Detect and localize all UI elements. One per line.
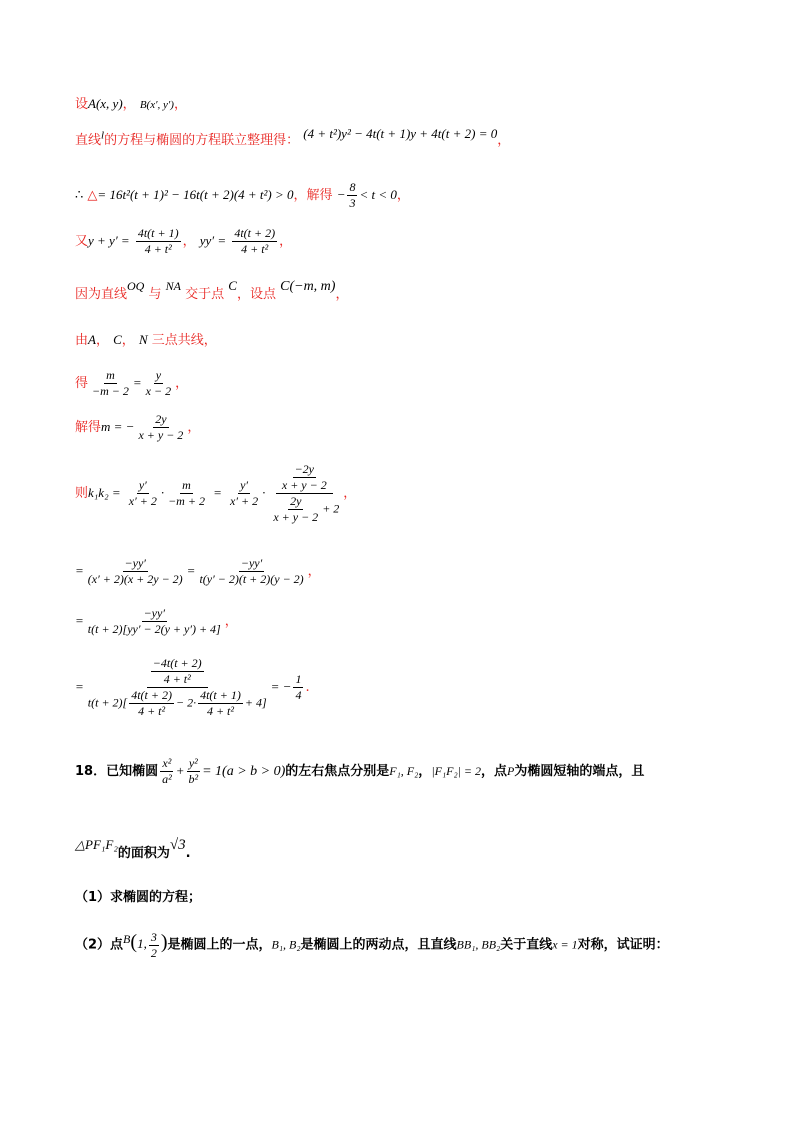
question-18-part-2 (75, 930, 669, 961)
fraction (127, 478, 159, 509)
text: 与 (148, 287, 162, 302)
text: ， (335, 287, 349, 302)
math-a: A (88, 332, 96, 347)
text: 因为直线 (75, 287, 128, 302)
therefore-symbol: ∴ (75, 187, 84, 202)
text: ， (173, 97, 187, 112)
math-point-c: C (228, 278, 237, 293)
text: 的方程与椭圆的方程联立整理得： (104, 133, 300, 148)
math-k1k2: k₁k₂ = (88, 485, 121, 500)
fraction (151, 656, 204, 687)
denominator: a² (162, 772, 172, 786)
denominator: 4 + t² (144, 242, 172, 256)
denominator: 4 + t² (163, 672, 191, 686)
math-bb1-bb2: BB₁, BB₂ (456, 937, 501, 952)
numerator: 2y (155, 412, 167, 426)
numerator: −4t(t + 2) (152, 656, 202, 670)
math-quadratic-equation: (4 + t²)y² − 4t(t + 1)y + 4t(t + 2) = 0 (303, 126, 498, 141)
compound-numerator (147, 656, 208, 688)
denominator: 3 (349, 196, 356, 210)
text: ， (343, 486, 357, 501)
denominator: x − 2 (145, 384, 172, 398)
solution-line-12 (75, 656, 310, 719)
text: . (305, 680, 310, 695)
text: 又 (75, 234, 89, 249)
numerator: −2y (294, 462, 315, 476)
solution-line-9 (75, 462, 356, 525)
fraction (197, 556, 305, 587)
text: 的面积为 (117, 846, 170, 861)
solution-line-10 (75, 556, 321, 587)
text: ， (122, 97, 136, 112)
fraction (149, 930, 159, 961)
question-18-part-1 (75, 890, 201, 906)
text: ，解得 (293, 188, 333, 203)
fraction (232, 226, 277, 257)
math-text: t(t + 2)[ (87, 695, 128, 710)
text: 为椭圆短轴的端点，且 (514, 764, 645, 779)
fraction (198, 688, 243, 719)
solution-line-7 (75, 368, 188, 399)
text: 解得 (75, 420, 102, 435)
math-c: C (113, 332, 122, 347)
denominator: x + y − 2 (138, 428, 184, 442)
numerator: m (106, 368, 115, 382)
solution-line-11 (75, 606, 238, 637)
solution-line-8 (75, 412, 200, 443)
denominator: t(y′ − 2)(t + 2)(y − 2) (199, 572, 304, 586)
text: ， (187, 420, 201, 435)
fraction (160, 756, 174, 787)
numerator: x² (162, 756, 172, 770)
compound-fraction (267, 462, 341, 525)
denominator: 4 (295, 688, 302, 702)
text: 三点共线， (151, 333, 217, 348)
numerator: m (182, 478, 191, 492)
math-p: P (507, 764, 515, 778)
text: 对称，试证明： (577, 937, 669, 953)
math-discriminant: = 16t²(t + 1)² − 16t(t + 2)(4 + t²) > 0 (97, 187, 294, 202)
math-equals: = (213, 485, 222, 500)
numerator: 4t(t + 1) (137, 226, 179, 240)
text: （2）点 (75, 937, 124, 953)
math-ellipse-condition: = 1(a > b > 0) (202, 764, 286, 779)
denominator: (x′ + 2)(x + 2y − 2) (87, 572, 183, 586)
math-point-c-coord: C(−m, m) (280, 279, 336, 294)
math-equals: = (75, 613, 84, 628)
math-b1-b2: B₁, B₂ (271, 937, 301, 952)
solution-line-1 (75, 96, 187, 113)
text: 由 (75, 333, 89, 348)
question-number-text: 18．已知椭圆 (75, 764, 159, 779)
numerator: 3 (150, 930, 157, 944)
text: 得 (75, 376, 89, 391)
numerator: y² (188, 756, 198, 770)
part-1-text: （1）求椭圆的方程； (75, 890, 202, 905)
fraction (228, 478, 260, 509)
math-sum: y + y′ = (88, 233, 130, 248)
text: ， (224, 614, 238, 629)
text: 交于点 (185, 287, 225, 302)
denominator: −m − 2 (92, 384, 129, 398)
text: ， (95, 333, 109, 348)
solution-line-5 (75, 278, 349, 302)
math-m: m = − (101, 419, 135, 434)
math-equals: = (75, 563, 84, 578)
fraction (280, 462, 329, 493)
text: 的左右焦点分别是 (285, 764, 390, 779)
math-n: N (138, 332, 148, 347)
math-point-b: B(x′, y′) (139, 99, 174, 111)
text: . (185, 846, 191, 861)
question-18-stem (75, 756, 644, 787)
math-line-l: l (101, 129, 105, 142)
math-x-equals-1: x = 1 (552, 937, 578, 952)
denominator: t(t + 2)[yy′ − 2(y + y′) + 4] (87, 622, 221, 636)
math-dot: · (160, 485, 165, 500)
text: ， (121, 333, 135, 348)
math-point-b: B (123, 932, 131, 947)
numerator: −yy′ (124, 556, 146, 570)
fraction (136, 226, 181, 257)
math-focal-distance: |F₁F₂| = 2 (431, 764, 482, 778)
numerator: 2y (290, 494, 302, 508)
text: ， (418, 764, 432, 779)
denominator: x + y − 2 (281, 478, 327, 492)
denominator: 2 (150, 946, 157, 960)
text: ，点 (481, 764, 508, 779)
fraction (271, 494, 320, 525)
math-point-a: A(x, y) (88, 96, 123, 111)
math-text: + 4] (244, 695, 267, 710)
compound-numerator (276, 462, 333, 494)
compound-fraction (86, 656, 269, 719)
fraction (90, 368, 131, 399)
math-point-b-coord: (1, $\frac{3}{2}$ ) (130, 930, 168, 960)
text: 则 (75, 486, 89, 501)
fraction (347, 180, 357, 211)
solution-line-3 (75, 180, 410, 211)
math-foci: F₁, F₂ (389, 764, 419, 778)
math-text: 1, (137, 936, 147, 952)
math-equals: = (75, 679, 84, 694)
text: 直线 (75, 133, 102, 148)
denominator: x′ + 2 (230, 494, 259, 508)
text: ， (182, 234, 196, 249)
math-result: = − (270, 679, 292, 694)
text: ， (497, 133, 511, 148)
math-equals: = (132, 375, 142, 390)
fraction (144, 368, 173, 399)
text: 关于直线 (500, 937, 553, 953)
math-triangle: △PF₁F₂ (75, 837, 118, 852)
denominator: −m + 2 (168, 494, 205, 508)
denominator: 4 + t² (241, 242, 269, 256)
numerator: −yy′ (240, 556, 263, 570)
math-equals: = (186, 563, 196, 578)
denominator: b² (188, 772, 199, 786)
math-plus-2: + 2 (322, 501, 340, 516)
solution-line-6 (75, 332, 217, 349)
delta-symbol: △ (87, 188, 98, 203)
fraction (186, 756, 200, 787)
denominator: 4 + t² (138, 704, 166, 718)
fraction (86, 606, 223, 637)
compound-denominator (86, 688, 269, 719)
fraction (136, 412, 185, 443)
denominator: x + y − 2 (273, 510, 319, 524)
math-line-oq: OQ (127, 279, 145, 293)
numerator: 8 (349, 180, 356, 194)
text: ， (279, 234, 293, 249)
numerator: 4t(t + 1) (200, 688, 241, 702)
math-line-na: NA (165, 279, 181, 293)
question-18-area (75, 836, 191, 861)
math-text: − 2· (175, 695, 197, 710)
math-range: < t < 0 (359, 187, 397, 202)
math-sqrt3: √3 (169, 837, 186, 853)
text: ， (175, 376, 189, 391)
numerator: 4t(t + 2) (234, 226, 276, 240)
fraction (86, 556, 185, 587)
solution-line-4 (75, 226, 292, 257)
numerator: 1 (295, 672, 302, 686)
numerator: y′ (138, 478, 147, 492)
solution-line-2 (75, 126, 511, 149)
denominator: x′ + 2 (128, 494, 157, 508)
math-product: yy′ = (199, 233, 227, 248)
text: ，设点 (236, 287, 276, 302)
math-minus: − (336, 187, 346, 202)
fraction (129, 688, 174, 719)
numerator: y (155, 368, 162, 382)
numerator: −yy′ (143, 606, 165, 620)
numerator: 4t(t + 2) (131, 688, 172, 702)
text: 设 (75, 97, 89, 112)
math-dot: · (262, 485, 266, 500)
text: ， (396, 188, 410, 203)
fraction (166, 478, 207, 509)
fraction (293, 672, 303, 703)
text: 是椭圆上的一点， (167, 937, 272, 953)
text: ， (307, 564, 321, 579)
math-plus: + (175, 763, 185, 778)
compound-denominator (267, 494, 341, 525)
numerator: y′ (240, 478, 249, 492)
text: 是椭圆上的两动点，且直线 (300, 937, 457, 953)
denominator: 4 + t² (206, 704, 234, 718)
